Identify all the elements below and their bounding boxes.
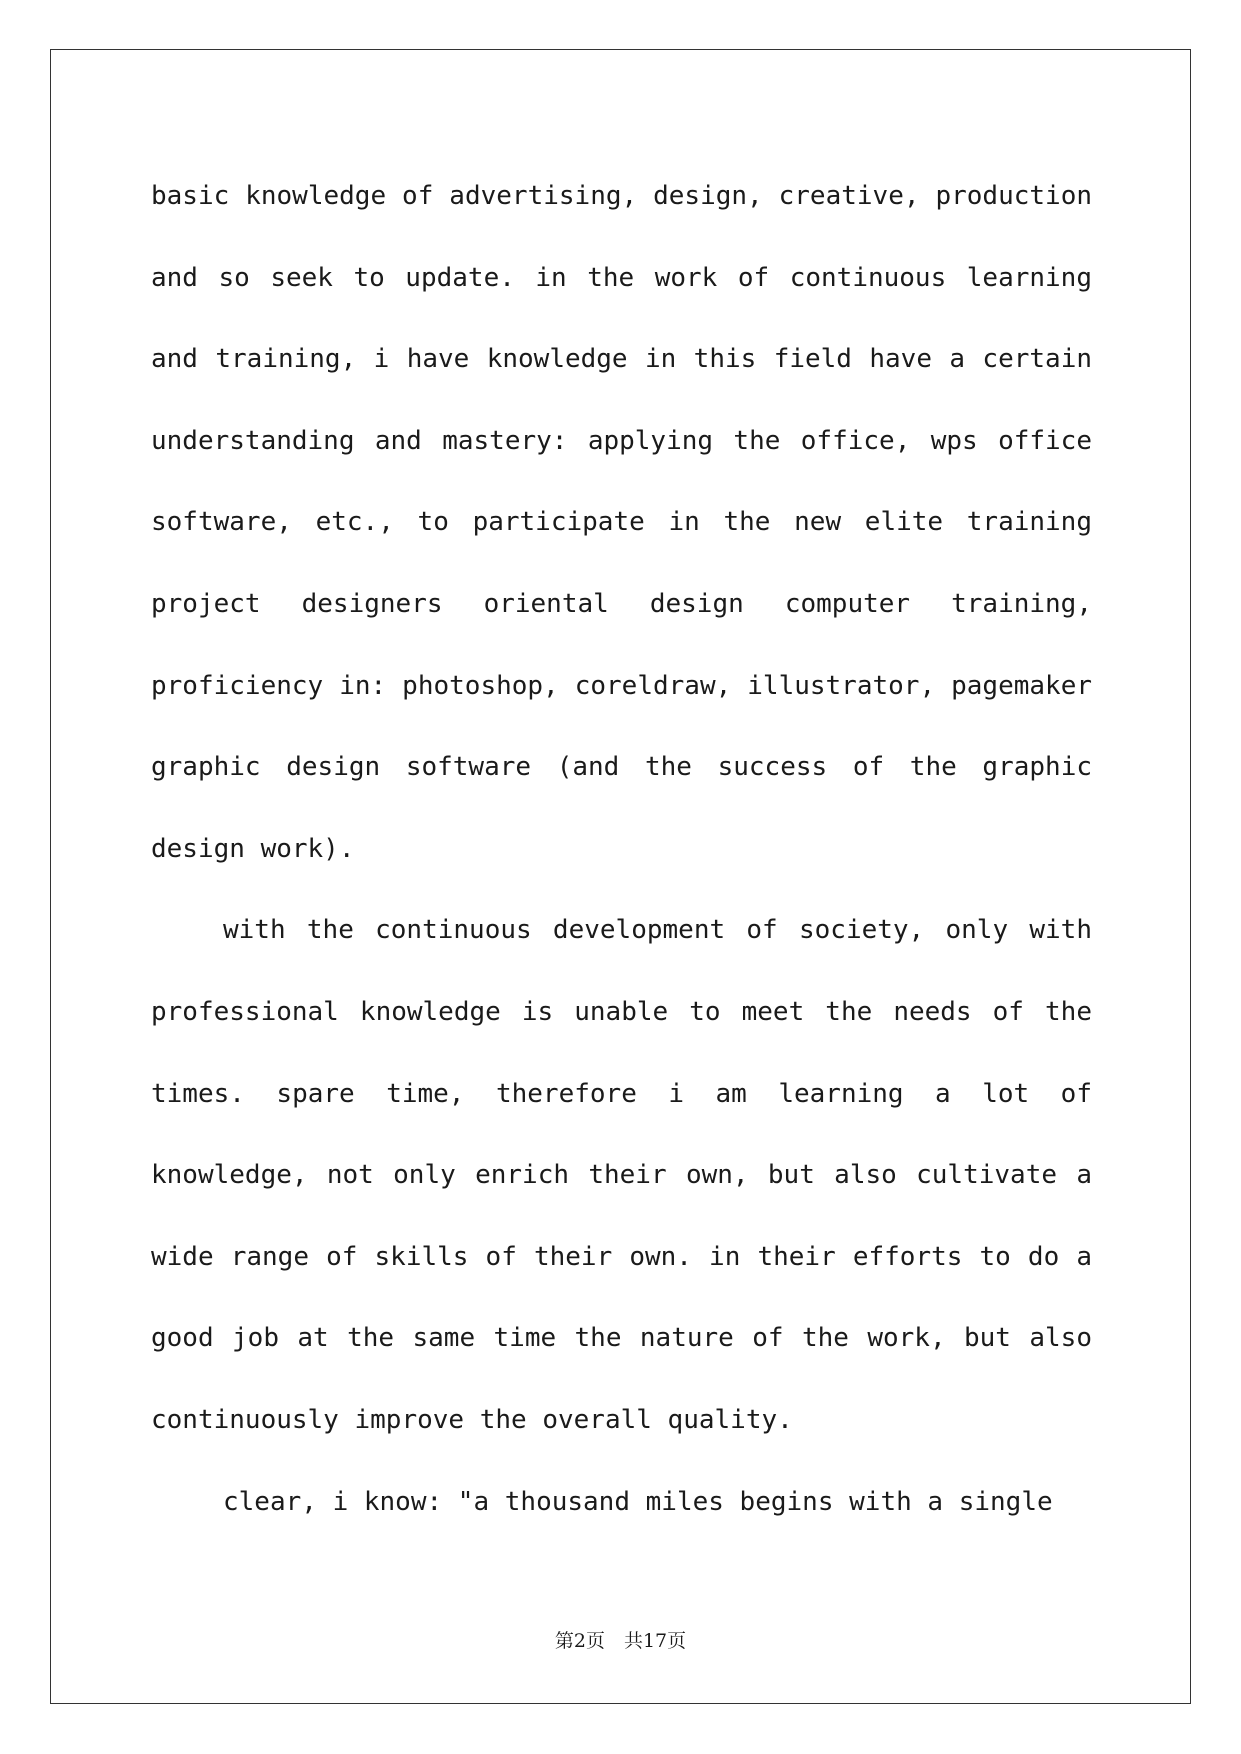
paragraph-3: clear, i know: "a thousand miles begins with a single (223, 1486, 1053, 1517)
paragraph-2: with the continuous development of society, only with professional knowledge is unable to meet the needs of the times. spare time, therefore i am learning a lot of knowledge, not only enrich their own, but also cultivate a wide range of skills of their own. in their efforts to do a good job at the same time the nature of the work, but also continuously improve the overall quality. (151, 915, 1092, 1435)
paragraph-1: basic knowledge of advertising, design, creative, production and so seek to update. in the work of continuous learning and training, i have knowledge in this field have a certain understanding and mastery: applying the office, wps office software, etc., to participate in the new elite training project designers oriental design computer training, proficiency in: photoshop, coreldraw, illustrator, pagemaker graphic design software (and the success of the graphic design work). (151, 181, 1092, 864)
page-number-footer: 第2页 共17页 (554, 1630, 687, 1652)
document-body (151, 156, 1092, 1543)
